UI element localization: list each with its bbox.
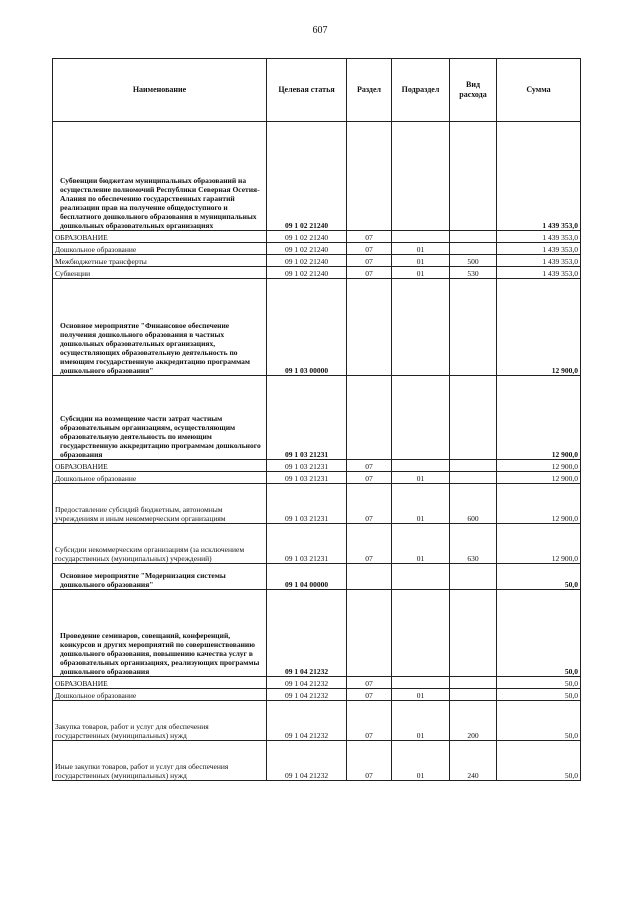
cell-expense-type xyxy=(450,460,497,472)
cell-amount: 1 439 353,0 xyxy=(497,267,581,279)
cell-amount: 1 439 353,0 xyxy=(497,255,581,267)
cell-name: ОБРАЗОВАНИЕ xyxy=(53,677,267,689)
cell-amount: 12 900,0 xyxy=(497,524,581,564)
cell-expense-type xyxy=(450,677,497,689)
cell-subsection xyxy=(392,460,450,472)
cell-subsection xyxy=(392,231,450,243)
cell-expense-type xyxy=(450,376,497,460)
cell-section xyxy=(347,122,392,231)
cell-section: 07 xyxy=(347,701,392,741)
cell-name: Субвенции xyxy=(53,267,267,279)
cell-subsection: 01 xyxy=(392,689,450,701)
cell-amount: 50,0 xyxy=(497,590,581,677)
cell-amount: 1 439 353,0 xyxy=(497,231,581,243)
table-row xyxy=(53,741,581,781)
table-row xyxy=(53,255,581,267)
cell-section: 07 xyxy=(347,255,392,267)
table-row xyxy=(53,677,581,689)
cell-section: 07 xyxy=(347,472,392,484)
table-row xyxy=(53,243,581,255)
cell-name: Дошкольное образование xyxy=(53,243,267,255)
cell-section: 07 xyxy=(347,689,392,701)
header-section: Раздел xyxy=(347,59,392,122)
table-row xyxy=(53,484,581,524)
cell-subsection: 01 xyxy=(392,701,450,741)
cell-amount: 50,0 xyxy=(497,677,581,689)
cell-expense-type xyxy=(450,472,497,484)
cell-name: Субсидии на возмещение части затрат частным образовательным организациям, осуществляющим образовательную деятельность по имеющим государственную аккредитацию программам дошкольного образования xyxy=(53,376,267,460)
cell-name: Межбюджетные трансферты xyxy=(53,255,267,267)
cell-target: 09 1 02 21240 xyxy=(267,231,347,243)
cell-section: 07 xyxy=(347,460,392,472)
cell-section: 07 xyxy=(347,231,392,243)
cell-name: Дошкольное образование xyxy=(53,689,267,701)
cell-subsection xyxy=(392,564,450,590)
cell-name: Закупка товаров, работ и услуг для обеспечения государственных (муниципальных) нужд xyxy=(53,701,267,741)
cell-section: 07 xyxy=(347,267,392,279)
table-row xyxy=(53,472,581,484)
page-number: 607 xyxy=(312,25,328,36)
table-row xyxy=(53,279,581,376)
table-row xyxy=(53,267,581,279)
cell-target: 09 1 04 21232 xyxy=(267,741,347,781)
cell-target: 09 1 02 21240 xyxy=(267,267,347,279)
cell-expense-type: 200 xyxy=(450,701,497,741)
table-row xyxy=(53,460,581,472)
table-body xyxy=(53,122,581,781)
cell-expense-type xyxy=(450,564,497,590)
cell-target: 09 1 04 21232 xyxy=(267,689,347,701)
cell-subsection xyxy=(392,677,450,689)
cell-expense-type: 600 xyxy=(450,484,497,524)
cell-amount: 50,0 xyxy=(497,564,581,590)
cell-expense-type xyxy=(450,590,497,677)
cell-section xyxy=(347,376,392,460)
cell-section xyxy=(347,279,392,376)
table-row xyxy=(53,524,581,564)
table-row xyxy=(53,122,581,231)
table-row xyxy=(53,564,581,590)
table-row xyxy=(53,689,581,701)
cell-section xyxy=(347,590,392,677)
cell-subsection xyxy=(392,590,450,677)
cell-amount: 1 439 353,0 xyxy=(497,122,581,231)
cell-name: Предоставление субсидий бюджетным, автономным учреждениям и иным некоммерческим организациям xyxy=(53,484,267,524)
cell-target: 09 1 03 21231 xyxy=(267,460,347,472)
cell-target: 09 1 02 21240 xyxy=(267,122,347,231)
cell-amount: 12 900,0 xyxy=(497,460,581,472)
cell-amount: 12 900,0 xyxy=(497,376,581,460)
cell-section: 07 xyxy=(347,484,392,524)
cell-amount: 12 900,0 xyxy=(497,472,581,484)
cell-name: Дошкольное образование xyxy=(53,472,267,484)
cell-expense-type: 500 xyxy=(450,255,497,267)
cell-subsection: 01 xyxy=(392,484,450,524)
cell-target: 09 1 02 21240 xyxy=(267,243,347,255)
cell-expense-type xyxy=(450,243,497,255)
cell-amount: 1 439 353,0 xyxy=(497,243,581,255)
table-row xyxy=(53,590,581,677)
cell-target: 09 1 03 21231 xyxy=(267,376,347,460)
cell-amount: 50,0 xyxy=(497,701,581,741)
cell-target: 09 1 03 21231 xyxy=(267,472,347,484)
table-row xyxy=(53,231,581,243)
cell-subsection xyxy=(392,376,450,460)
header-amount: Сумма xyxy=(497,59,581,122)
cell-target: 09 1 02 21240 xyxy=(267,255,347,267)
cell-subsection xyxy=(392,122,450,231)
cell-name: ОБРАЗОВАНИЕ xyxy=(53,231,267,243)
cell-target: 09 1 04 00000 xyxy=(267,564,347,590)
cell-name: Субвенции бюджетам муниципальных образований на осуществление полномочий Республики Северная Осетия-Алания по обеспечению государственных гарантий реализации прав на получение общедоступного и бесплатного дошкольного образования в муниципальных дошкольных образовательных организациях xyxy=(53,122,267,231)
cell-target: 09 1 04 21232 xyxy=(267,701,347,741)
cell-name: Иные закупки товаров, работ и услуг для обеспечения государственных (муниципальных) нужд xyxy=(53,741,267,781)
cell-name: Основное мероприятие "Модернизация системы дошкольного образования" xyxy=(53,564,267,590)
cell-subsection: 01 xyxy=(392,472,450,484)
cell-subsection: 01 xyxy=(392,243,450,255)
cell-target: 09 1 03 21231 xyxy=(267,524,347,564)
cell-amount: 12 900,0 xyxy=(497,484,581,524)
cell-target: 09 1 03 21231 xyxy=(267,484,347,524)
budget-table xyxy=(52,58,581,781)
cell-amount: 50,0 xyxy=(497,741,581,781)
cell-name: ОБРАЗОВАНИЕ xyxy=(53,460,267,472)
cell-section: 07 xyxy=(347,677,392,689)
header-name: Наименование xyxy=(53,59,267,122)
cell-name: Субсидии некоммерческим организациям (за исключением государственных (муниципальных) учреждений) xyxy=(53,524,267,564)
cell-expense-type: 630 xyxy=(450,524,497,564)
cell-subsection: 01 xyxy=(392,524,450,564)
cell-name: Основное мероприятие "Финансовое обеспечение получения дошкольного образования в частных дошкольных образовательных организациях, осуществляющих образовательную деятельность по имеющим государственную аккредитацию программам дошкольного образования" xyxy=(53,279,267,376)
table-header-row xyxy=(53,59,581,122)
cell-subsection xyxy=(392,279,450,376)
table-row xyxy=(53,701,581,741)
cell-target: 09 1 04 21232 xyxy=(267,677,347,689)
header-subsection: Подраздел xyxy=(392,59,450,122)
header-expense-type: Вид расхода xyxy=(450,59,497,122)
header-target: Целевая статья xyxy=(267,59,347,122)
cell-target: 09 1 03 00000 xyxy=(267,279,347,376)
cell-target: 09 1 04 21232 xyxy=(267,590,347,677)
cell-expense-type xyxy=(450,689,497,701)
cell-name: Проведение семинаров, совещаний, конференций, конкурсов и других мероприятий по совершенствованию дошкольного образования, повышению качества услуг в образовательных организациях, реализующих программы дошкольного образования xyxy=(53,590,267,677)
cell-expense-type: 530 xyxy=(450,267,497,279)
cell-amount: 12 900,0 xyxy=(497,279,581,376)
cell-amount: 50,0 xyxy=(497,689,581,701)
cell-section xyxy=(347,564,392,590)
cell-expense-type xyxy=(450,122,497,231)
cell-expense-type xyxy=(450,231,497,243)
cell-subsection: 01 xyxy=(392,741,450,781)
cell-subsection: 01 xyxy=(392,267,450,279)
cell-section: 07 xyxy=(347,524,392,564)
table-row xyxy=(53,376,581,460)
cell-expense-type: 240 xyxy=(450,741,497,781)
cell-subsection: 01 xyxy=(392,255,450,267)
cell-section: 07 xyxy=(347,243,392,255)
cell-expense-type xyxy=(450,279,497,376)
cell-section: 07 xyxy=(347,741,392,781)
